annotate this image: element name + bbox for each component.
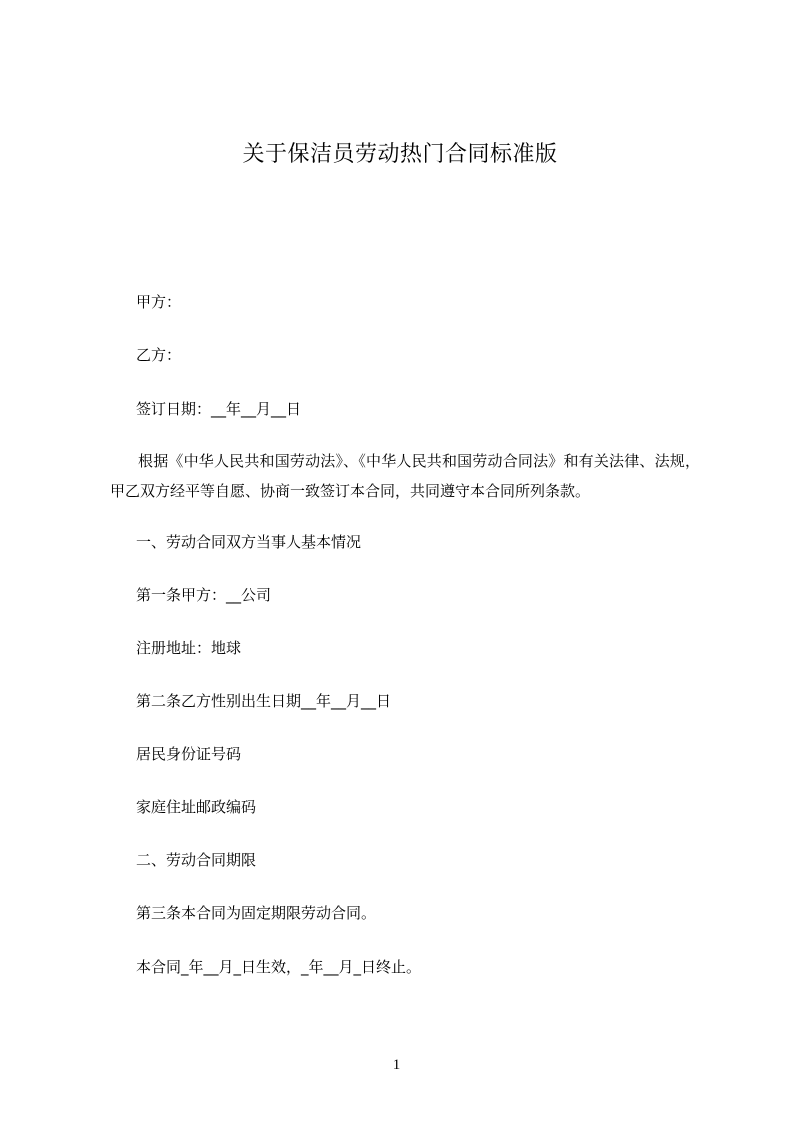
id-number-field: 居民身份证号码 bbox=[136, 745, 242, 763]
signing-date-field: 签订日期：__年__月__日 bbox=[136, 400, 302, 418]
party-b-field: 乙方： bbox=[136, 346, 182, 364]
preamble-paragraph: 根据《中华人民共和国劳动法》、《中华人民共和国劳动合同法》和有关法律、法规，甲乙双方经平等自愿、协商一致签订本合同，共同遵守本合同所列条款。 bbox=[110, 452, 700, 500]
party-a-field: 甲方： bbox=[136, 293, 182, 311]
article-1-party-a: 第一条甲方：__公司 bbox=[136, 586, 272, 604]
section-heading-term: 二、劳动合同期限 bbox=[136, 851, 257, 869]
section-heading-parties: 一、劳动合同双方当事人基本情况 bbox=[136, 533, 362, 551]
contract-effective-period: 本合同_年__月_日生效，_年__月_日终止。 bbox=[136, 958, 422, 976]
article-2-party-b: 第二条乙方性别出生日期__年__月__日 bbox=[136, 692, 392, 710]
article-3-fixed-term: 第三条本合同为固定期限劳动合同。 bbox=[136, 904, 377, 922]
document-title: 关于保洁员劳动热门合同标准版 bbox=[242, 142, 558, 167]
page-number: 1 bbox=[392, 1057, 401, 1073]
registered-address: 注册地址：地球 bbox=[136, 639, 242, 657]
home-address-postcode-field: 家庭住址邮政编码 bbox=[136, 798, 257, 816]
